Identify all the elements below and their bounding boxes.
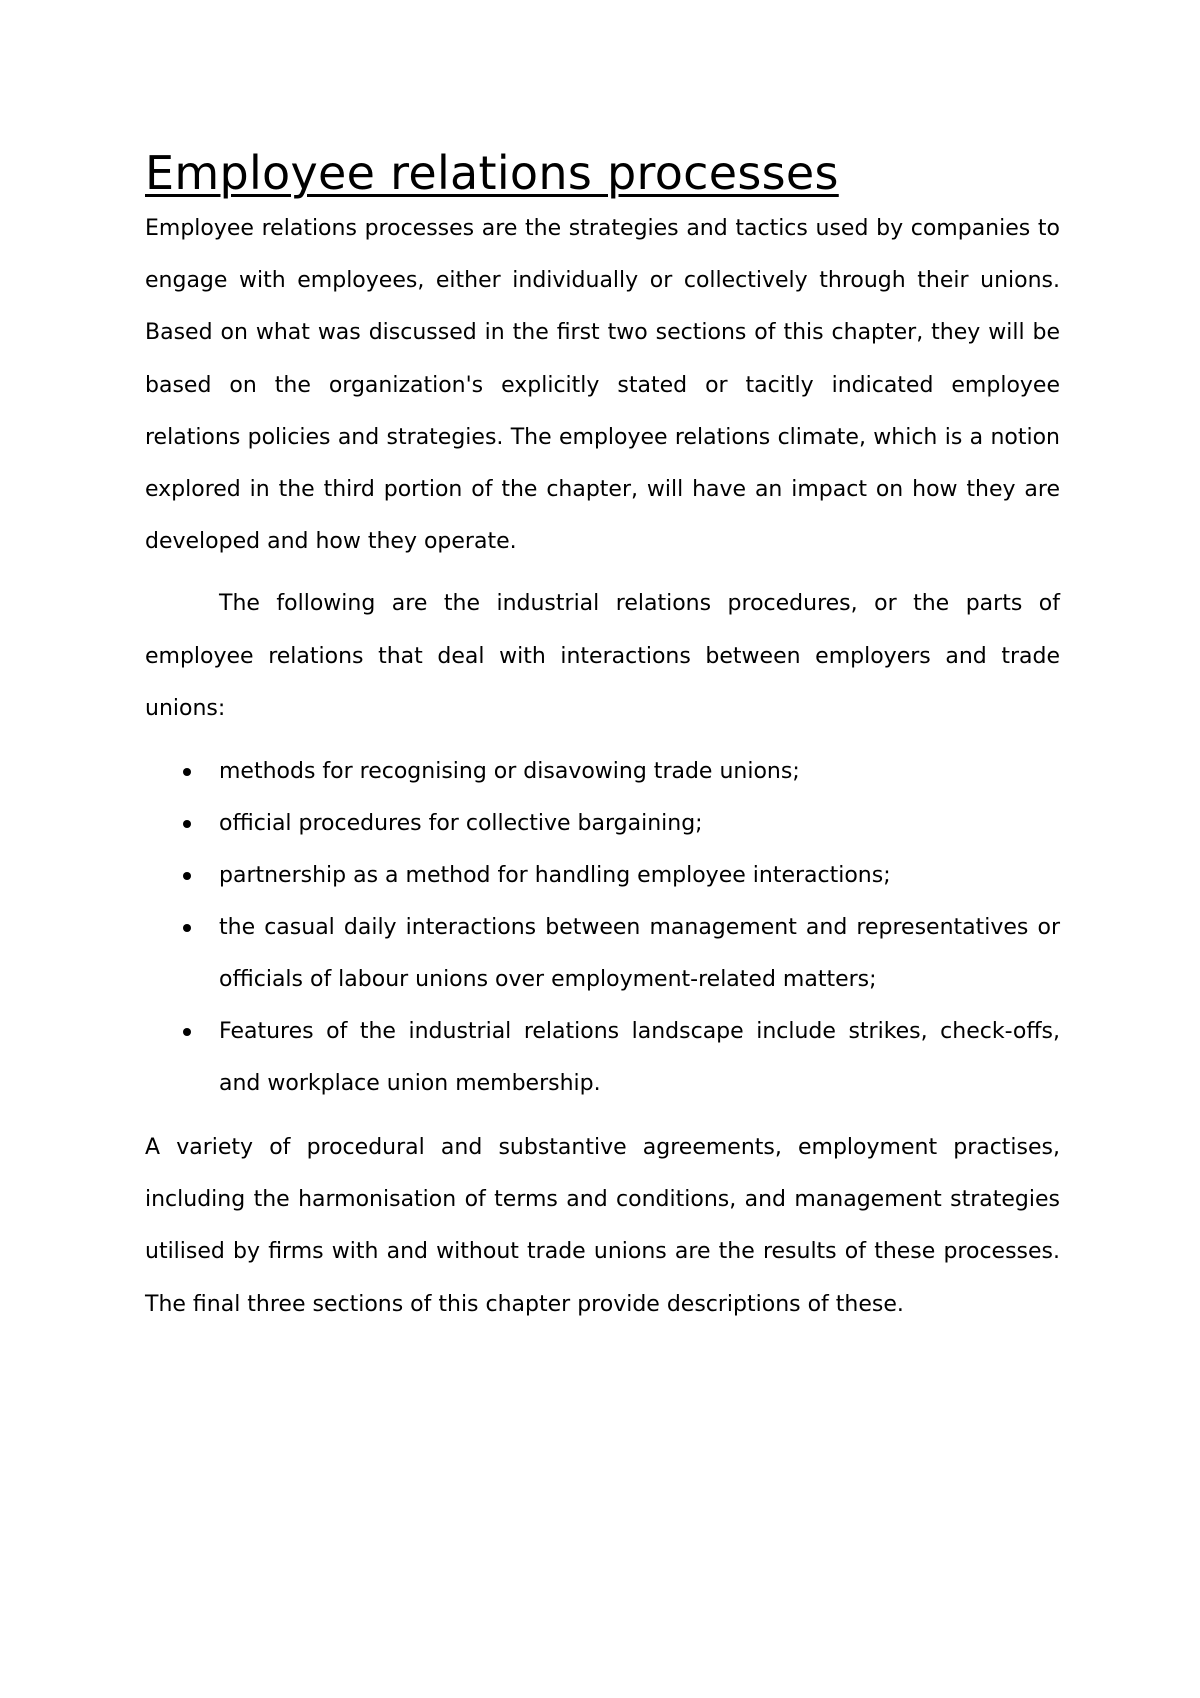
bullet-text: the casual daily interactions between management and representatives or officials of labour unions over employment-related matters;	[219, 915, 1060, 993]
bullet-text: official procedures for collective bargaining;	[219, 811, 703, 837]
bullet-icon	[183, 768, 191, 776]
bullet-text: methods for recognising or disavowing trade unions;	[219, 759, 800, 785]
bullet-text: Features of the industrial relations landscape include strikes, check-offs, and workplace union membership.	[219, 1019, 1060, 1097]
bullet-item	[145, 798, 1060, 850]
bullet-item	[145, 1006, 1060, 1110]
bullet-icon	[183, 872, 191, 880]
intro-paragraph: Employee relations processes are the strategies and tactics used by companies to engage with employees, either individually or collectively through their unions. Based on what was discussed in the first two sections of this chapter, they will be based on the organization's explicitly stated or tacitly indicated employee relations policies and strategies. The employee relations climate, which is a notion explored in the third portion of the chapter, will have an impact on how they are developed and how they operate.	[145, 216, 1060, 555]
outcomes-paragraph: A variety of procedural and substantive agreements, employment practises, including the harmonisation of terms and conditions, and management strategies utilised by firms with and without trade unions are the results of these processes. The final three sections of this chapter provide descriptions of these.	[145, 1135, 1060, 1317]
document-title: Employee relations processes	[145, 146, 839, 200]
bullet-icon	[183, 820, 191, 828]
procedures-bullet-list	[145, 746, 1060, 1110]
bullet-icon	[183, 924, 191, 932]
bullet-item	[145, 902, 1060, 1006]
bullet-text: partnership as a method for handling employee interactions;	[219, 863, 891, 889]
document-page	[145, 142, 1060, 1331]
procedures-intro-paragraph: The following are the industrial relations procedures, or the parts of employee relations that deal with interactions between employers and trade unions:	[145, 591, 1060, 721]
bullet-item	[145, 746, 1060, 798]
bullet-icon	[183, 1028, 191, 1036]
bullet-item	[145, 850, 1060, 902]
